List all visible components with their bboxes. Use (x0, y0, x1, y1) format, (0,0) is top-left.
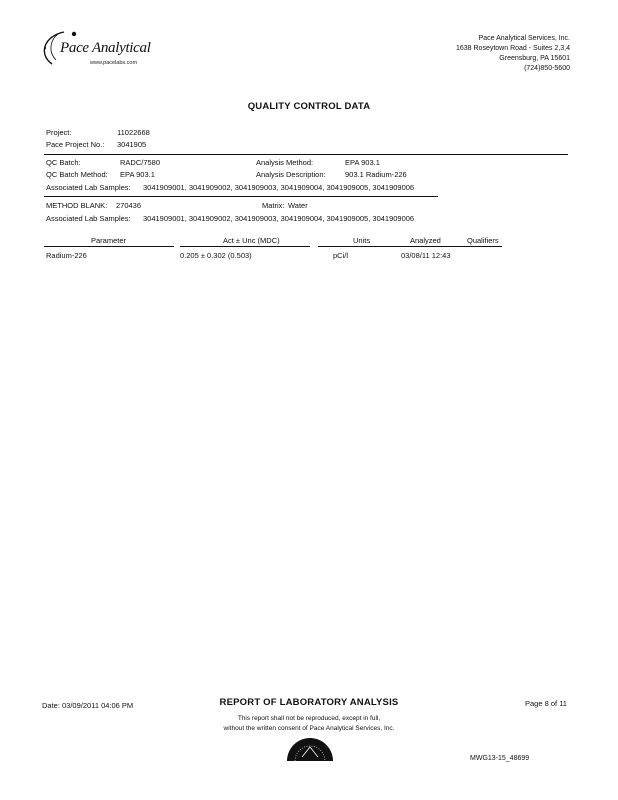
project-label: Project: (46, 128, 72, 137)
header-underline (44, 246, 174, 247)
project-value: 11022668 (117, 128, 150, 137)
analysis-method-value: EPA 903.1 (345, 158, 380, 167)
cell-units: pCi/l (333, 251, 349, 260)
cell-act: 0.205 ± 0.302 (0.503) (180, 251, 252, 260)
column-header-qualifiers: Qualifiers (467, 236, 499, 245)
seal-icon (285, 737, 335, 761)
logo-url: www.pacelabs.com (90, 60, 138, 66)
footer-note-line2: without the written consent of Pace Analytical Services, Inc. (223, 725, 395, 732)
company-phone: (724)850-5600 (524, 65, 570, 72)
analysis-description-value: 903.1 Radium-226 (345, 170, 407, 179)
logo-text: Pace Analytical (60, 40, 151, 56)
header-underline (318, 246, 502, 247)
document-code: MWG13-15_48699 (470, 755, 530, 762)
column-header-units: Units (353, 236, 371, 245)
method-blank-associated-value: 3041909001, 3041909002, 3041909003, 3041909004, 3041909005, 3041909006 (143, 214, 415, 223)
associated-samples-value: 3041909001, 3041909002, 3041909003, 3041909004, 3041909005, 3041909006 (143, 183, 415, 192)
cell-parameter: Radium-226 (46, 251, 87, 260)
report-date: Date: 03/09/2011 04:06 PM (42, 701, 134, 710)
column-header-act: Act ± Unc (MDC) (223, 236, 280, 245)
associated-samples-label: Associated Lab Samples: (46, 183, 131, 192)
footer-title: REPORT OF LABORATORY ANALYSIS (219, 697, 399, 708)
pace-project-label: Pace Project No.: (46, 140, 105, 149)
matrix-label: Matrix: (262, 201, 285, 210)
divider-line (44, 196, 438, 197)
page-title: QUALITY CONTROL DATA (247, 101, 371, 112)
column-header-parameter: Parameter (91, 236, 127, 245)
company-name: Pace Analytical Services, Inc. (478, 35, 570, 42)
method-blank-label: METHOD BLANK: (46, 201, 108, 210)
analysis-method-label: Analysis Method: (256, 158, 314, 167)
method-blank-associated-label: Associated Lab Samples: (46, 214, 131, 223)
header-underline (180, 246, 310, 247)
accreditation-seal (285, 737, 335, 761)
method-blank-value: 270436 (116, 201, 142, 210)
qc-batch-method-label: QC Batch Method: (46, 170, 108, 179)
qc-batch-method-value: EPA 903.1 (120, 170, 155, 179)
company-address-line1: 1638 Roseytown Road - Suites 2,3,4 (455, 45, 570, 52)
matrix-value: Water (288, 201, 308, 210)
pace-logo (34, 26, 154, 78)
company-address-line2: Greensburg, PA 15601 (499, 55, 570, 62)
divider-line (44, 154, 568, 155)
footer-note-line1: This report shall not be reproduced, except in full, (237, 715, 381, 722)
pace-project-value: 3041905 (117, 140, 147, 149)
qc-batch-value: RADC/7580 (120, 158, 161, 167)
page-number: Page 8 of 11 (525, 699, 567, 708)
cell-analyzed: 03/08/11 12:43 (401, 251, 451, 260)
column-header-analyzed: Analyzed (410, 236, 441, 245)
analysis-description-label: Analysis Description: (256, 170, 326, 179)
company-address (370, 34, 570, 74)
qc-batch-label: QC Batch: (46, 158, 81, 167)
